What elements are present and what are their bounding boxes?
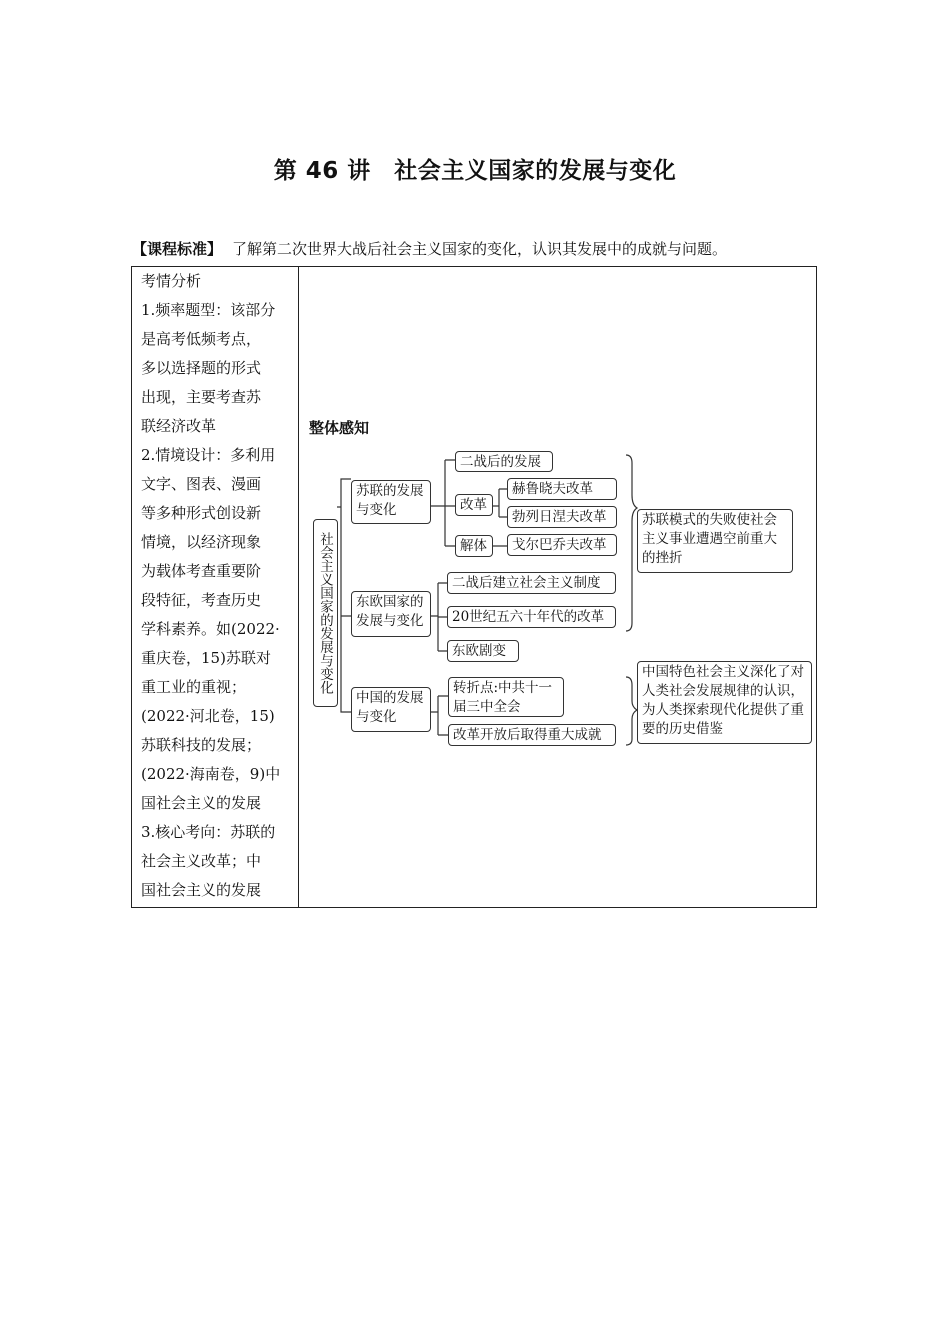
analysis-line: 重庆卷，15)苏联对 bbox=[141, 649, 271, 667]
soviet-node: 苏联的发展与变化 bbox=[351, 480, 431, 524]
eastern-node: 东欧国家的发展与变化 bbox=[351, 591, 431, 637]
gorbachev-reform-node: 戈尔巴乔夫改革 bbox=[507, 534, 617, 556]
soviet-dissolve-node: 解体 bbox=[455, 535, 493, 557]
analysis-line: 出现，主要考查苏 bbox=[141, 388, 262, 406]
overview-title: 整体感知 bbox=[309, 419, 370, 437]
analysis-line: 1.频率题型：该部分 bbox=[141, 301, 276, 319]
analysis-line: 国社会主义的发展 bbox=[141, 794, 262, 812]
soviet-connector bbox=[430, 460, 455, 546]
analysis-line: 为载体考查重要阶 bbox=[141, 562, 262, 580]
page-title: 第 46 讲 社会主义国家的发展与变化 bbox=[273, 158, 677, 184]
root-node: 社会主义国家的发展与变化 bbox=[313, 519, 338, 707]
analysis-column bbox=[132, 267, 299, 907]
china-brace bbox=[626, 677, 637, 745]
china-node: 中国的发展与变化 bbox=[351, 687, 431, 732]
course-standard bbox=[132, 238, 727, 259]
analysis-line: (2022·海南卷，9)中 bbox=[141, 765, 281, 783]
soviet-reform-node: 改革 bbox=[455, 494, 493, 516]
analysis-line: 苏联科技的发展； bbox=[141, 736, 262, 754]
analysis-line: 文字、图表、漫画 bbox=[141, 475, 262, 493]
analysis-line: 联经济改革 bbox=[141, 417, 217, 435]
analysis-line: 国社会主义的发展 bbox=[141, 881, 262, 899]
root-connector bbox=[337, 479, 351, 712]
eastern-change-node: 东欧剧变 bbox=[447, 640, 519, 662]
analysis-line: 3.核心考向：苏联的 bbox=[141, 823, 276, 841]
eastern-reform-node: 20世纪五六十年代的改革 bbox=[447, 606, 616, 628]
khrushchev-reform-node: 赫鲁晓夫改革 bbox=[507, 478, 617, 500]
course-standard-text: 了解第二次世界大战后社会主义国家的变化，认识其发展中的成就与问题。 bbox=[232, 240, 728, 258]
analysis-line: 2.情境设计：多利用 bbox=[141, 446, 276, 464]
china-conclusion-node: 中国特色社会主义深化了对人类社会发展规律的认识，为人类探索现代化提供了重要的历史借鉴 bbox=[637, 661, 812, 744]
content-table bbox=[131, 266, 817, 908]
eastern-system-node: 二战后建立社会主义制度 bbox=[447, 572, 616, 594]
analysis-line: 学科素养。如(2022· bbox=[141, 620, 280, 638]
overview-diagram bbox=[299, 267, 816, 907]
eastern-connector bbox=[430, 583, 447, 651]
analysis-line: 段特征，考查历史 bbox=[141, 591, 262, 609]
analysis-line: 重工业的重视； bbox=[141, 678, 247, 696]
analysis-line: (2022·河北卷，15) bbox=[141, 707, 275, 725]
soviet-eastern-brace bbox=[626, 455, 637, 631]
brezhnev-reform-node: 勃列日涅夫改革 bbox=[507, 506, 617, 528]
analysis-line: 社会主义改革；中 bbox=[141, 852, 262, 870]
soviet-postwar-node: 二战后的发展 bbox=[455, 451, 553, 472]
analysis-line: 情境，以经济现象 bbox=[141, 533, 262, 551]
course-standard-label: 【课程标准】 bbox=[132, 240, 223, 258]
analysis-line: 等多种形式创设新 bbox=[141, 504, 262, 522]
china-connector bbox=[430, 696, 448, 735]
soviet-conclusion-node: 苏联模式的失败使社会主义事业遭遇空前重大的挫折 bbox=[637, 509, 793, 573]
china-turning-node: 转折点:中共十一届三中全会 bbox=[448, 677, 564, 717]
reform-connector bbox=[492, 489, 507, 546]
china-achievement-node: 改革开放后取得重大成就 bbox=[448, 724, 616, 746]
analysis-heading: 考情分析 bbox=[141, 272, 202, 290]
analysis-line: 多以选择题的形式 bbox=[141, 359, 262, 377]
analysis-line: 是高考低频考点， bbox=[141, 330, 262, 348]
